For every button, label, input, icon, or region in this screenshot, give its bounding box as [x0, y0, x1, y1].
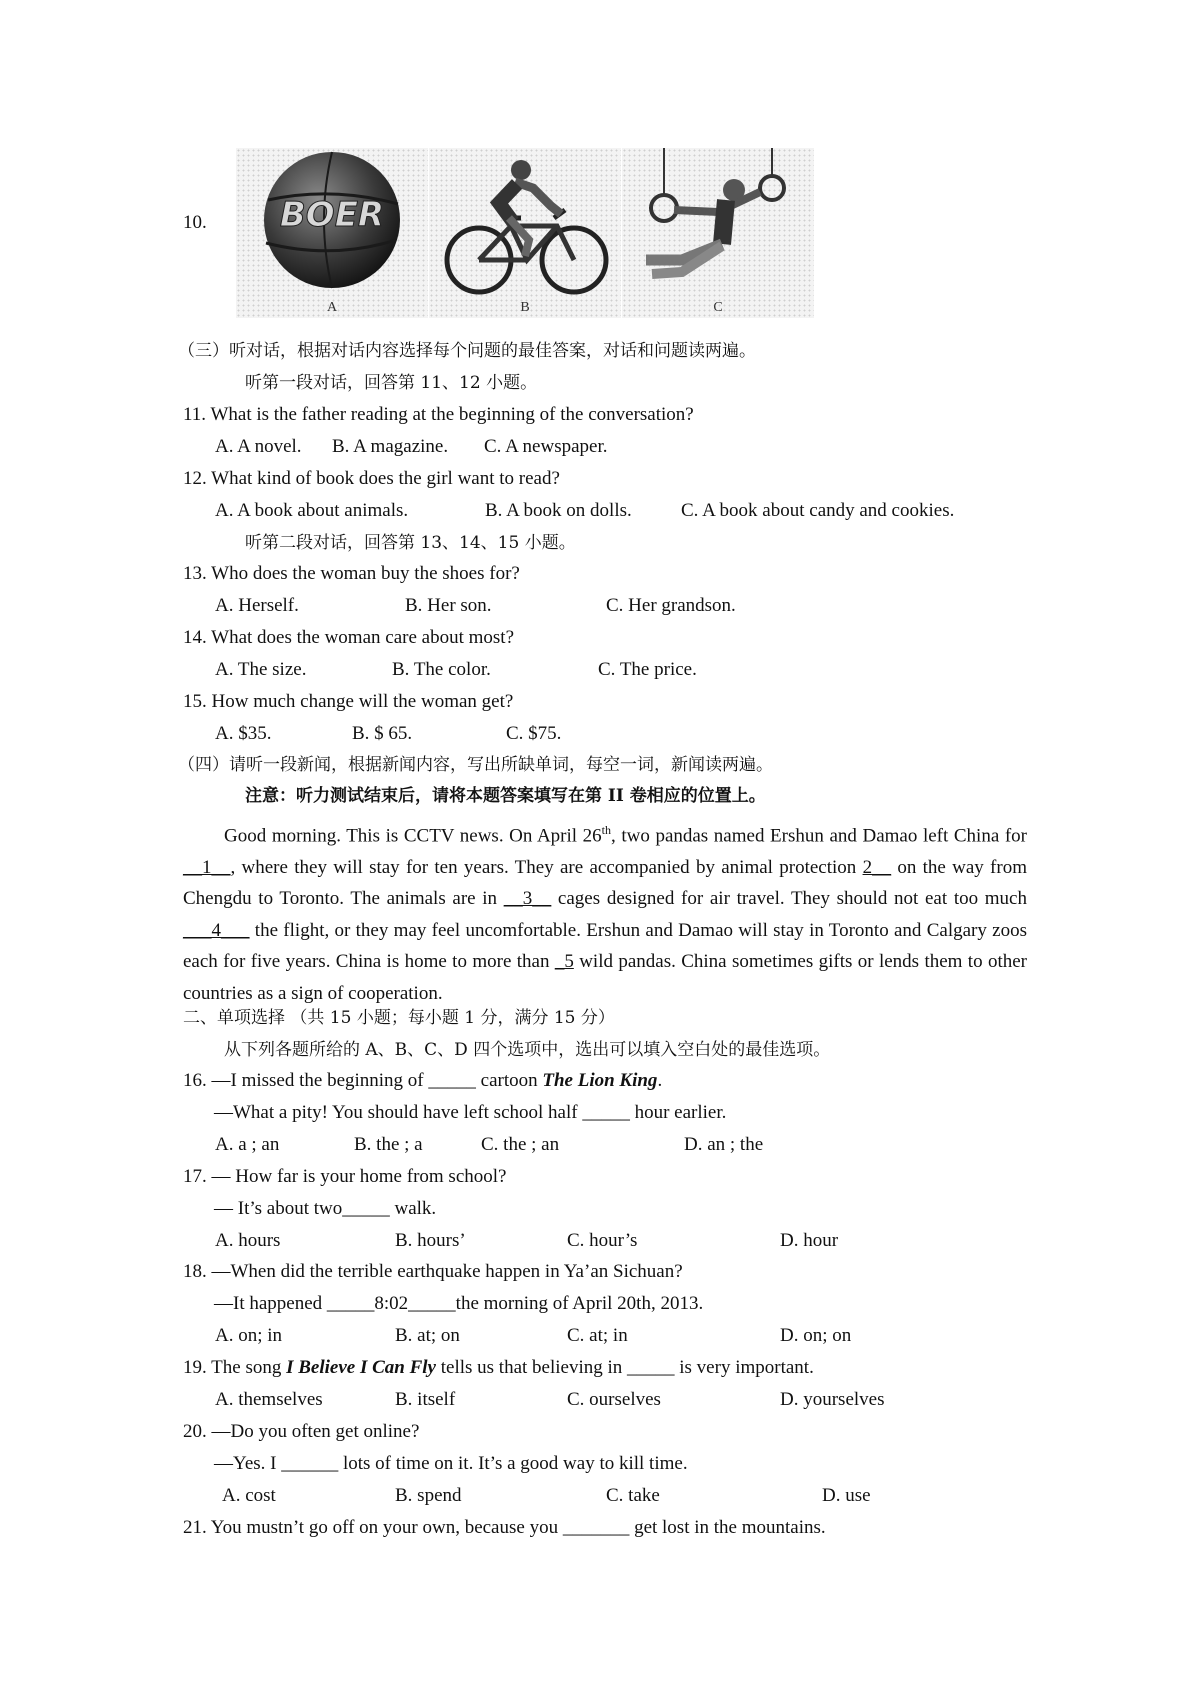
option-b-picture	[429, 148, 621, 318]
question-18-line-2: —It happened _____8:02_____the morning of April 20th, 2013.	[214, 1293, 704, 1314]
news-superscript: th	[601, 823, 611, 837]
question-13: 13. Who does the woman buy the shoes for?	[183, 563, 520, 584]
section-4-note: 注意：听力测试结束后，请将本题答案填写在第 II 卷相应的位置上。	[245, 786, 766, 806]
q20-option-b: B. spend	[395, 1485, 462, 1506]
option-a-picture	[236, 148, 428, 318]
blank-5: _5	[554, 951, 574, 973]
dialog-1-intro: 听第一段对话，回答第 11、12 小题。	[245, 373, 538, 393]
q15-option-b: B. $ 65.	[352, 723, 413, 744]
q11-option-b: B. A magazine.	[332, 436, 449, 457]
q19-text-b: tells us that believing in _____ is very important.	[435, 1357, 814, 1378]
news-text-6: the flight, or they may feel uncomfortable. Ershun and Damao will stay in Toronto and Calgary zoos each for five years. China is home to more than	[183, 919, 1027, 973]
q11-option-c: C. A newspaper.	[484, 436, 608, 457]
q16-option-a: A. a ; an	[215, 1134, 280, 1155]
cyclist-icon	[429, 148, 621, 318]
question-17-line-2: — It’s about two_____ walk.	[214, 1198, 437, 1219]
q18-option-a: A. on; in	[215, 1325, 283, 1346]
blank-3: __3__	[503, 888, 552, 910]
q12-option-a: A. A book about animals.	[215, 500, 409, 521]
q15-option-c: C. $75.	[506, 723, 562, 744]
news-text-3: , where they will stay for ten years. They are accompanied by animal protection	[230, 856, 863, 878]
part-2-heading: 二、单项选择 （共 15 小题；每小题 1 分，满分 15 分）	[183, 1008, 615, 1028]
ball-brand-text: BOER	[279, 195, 385, 235]
q16-text-a: 16. —I missed the beginning of _____ cartoon	[183, 1070, 543, 1091]
q16-option-b: B. the ; a	[354, 1134, 423, 1155]
blank-4: ___4___	[183, 919, 250, 941]
gymnast-rings-icon	[622, 148, 814, 318]
option-c-label: C	[713, 300, 723, 315]
news-passage	[183, 815, 1027, 1009]
news-text-7: wild pandas. China sometimes gifts or lends them to other countries as a sign of cooperation.	[183, 951, 1027, 1004]
q15-option-a: A. $35.	[215, 723, 272, 744]
q19-option-b: B. itself	[395, 1389, 456, 1410]
q13-option-c: C. Her grandson.	[606, 595, 736, 616]
question-11: 11. What is the father reading at the beginning of the conversation?	[183, 404, 694, 425]
question-15: 15. How much change will the woman get?	[183, 691, 514, 712]
q16-title: The Lion King	[542, 1070, 658, 1091]
option-b-label: B	[520, 300, 530, 315]
question-18-line-1: 18. —When did the terrible earthquake happen in Ya’an Sichuan?	[183, 1261, 683, 1282]
q16-text-b: .	[657, 1070, 663, 1091]
question-19	[183, 1355, 814, 1381]
q12-option-b: B. A book on dolls.	[485, 500, 632, 521]
section-3-heading: （三）听对话，根据对话内容选择每个问题的最佳答案，对话和问题读两遍。	[178, 341, 756, 361]
news-text-1: Good morning. This is CCTV news. On April 26	[224, 825, 602, 847]
q13-option-b: B. Her son.	[405, 595, 492, 616]
q14-option-a: A. The size.	[215, 659, 307, 680]
q17-option-c: C. hour’s	[567, 1230, 638, 1251]
q17-option-b: B. hours’	[395, 1230, 466, 1251]
part-2-instruction: 从下列各题所给的 A、B、C、D 四个选项中，选出可以填入空白处的最佳选项。	[224, 1040, 831, 1060]
news-text-4: on the way from Chengdu to Toronto. The animals are in	[183, 856, 1027, 910]
option-a-label: A	[326, 300, 338, 315]
news-text-2: , two pandas named Ershun and Damao left China for	[611, 825, 1028, 847]
q19-option-a: A. themselves	[215, 1389, 323, 1410]
q14-option-b: B. The color.	[392, 659, 491, 680]
blank-1: __1__	[183, 856, 231, 878]
q19-text-a: 19. The song	[183, 1357, 287, 1378]
q17-option-d: D. hour	[780, 1230, 839, 1251]
question-17-line-1: 17. — How far is your home from school?	[183, 1166, 507, 1187]
q18-option-c: C. at; in	[567, 1325, 628, 1346]
section-4-heading: （四）请听一段新闻，根据新闻内容，写出所缺单词，每空一词，新闻读两遍。	[178, 755, 773, 775]
question-20-line-2: —Yes. I ______ lots of time on it. It’s a good way to kill time.	[214, 1453, 688, 1474]
dialog-2-intro: 听第二段对话，回答第 13、14、15 小题。	[245, 533, 576, 553]
q14-option-c: C. The price.	[598, 659, 697, 680]
q11-option-a: A. A novel.	[215, 436, 302, 457]
question-21: 21. You mustn’t go off on your own, because you _______ get lost in the mountains.	[183, 1517, 826, 1538]
q20-option-c: C. take	[606, 1485, 660, 1506]
question-12: 12. What kind of book does the girl want to read?	[183, 468, 560, 489]
q13-option-a: A. Herself.	[215, 595, 299, 616]
option-c-picture	[622, 148, 814, 318]
q19-option-c: C. ourselves	[567, 1389, 661, 1410]
q18-option-b: B. at; on	[395, 1325, 460, 1346]
q19-option-d: D. yourselves	[780, 1389, 885, 1410]
q12-option-c: C. A book about candy and cookies.	[681, 500, 955, 521]
q20-option-d: D. use	[822, 1485, 871, 1506]
q18-option-d: D. on; on	[780, 1325, 852, 1346]
q17-option-a: A. hours	[215, 1230, 281, 1251]
q16-option-c: C. the ; an	[481, 1134, 560, 1155]
news-text-5: cages designed for air travel. They should not eat too much	[551, 888, 1027, 910]
question-16-line-1	[183, 1068, 662, 1094]
basketball-icon	[236, 148, 428, 318]
q16-option-d: D. an ; the	[684, 1134, 764, 1155]
question-20-line-1: 20. —Do you often get online?	[183, 1421, 420, 1442]
question-16-line-2: —What a pity! You should have left school half _____ hour earlier.	[214, 1102, 727, 1123]
blank-2: 2__	[862, 856, 892, 878]
question-14: 14. What does the woman care about most?	[183, 627, 514, 648]
q20-option-a: A. cost	[222, 1485, 276, 1506]
question-10-number: 10.	[183, 212, 207, 233]
q19-title: I Believe I Can Fly	[286, 1357, 436, 1378]
